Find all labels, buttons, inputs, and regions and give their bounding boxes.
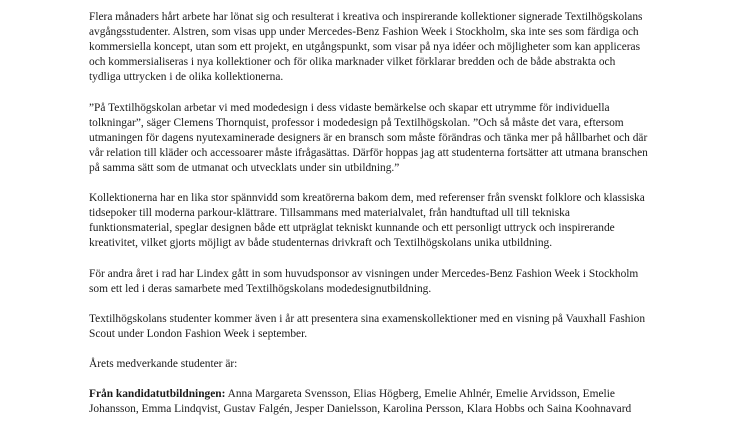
paragraph-london: Textilhögskolans studenter kommer även i år att presentera sina examenskollektioner med en visning på Vauxhall Fashion Scout under London Fashion Week i september. bbox=[89, 312, 646, 340]
paragraph-collections: Kollektionerna har en lika stor spännvidd som kreatörerna bakom dem, med referenser från svenskt folklore och klassiska tidsepoker till moderna parkour-klättrare. Tillsammans med materialvalet, från handtuftad ull till tekniska funktionsmaterial, speglar designen både ett utpräglat tekniskt kunnande och ett personligt uttryck och inspirerande kreativitet, vilket gjorts möjligt av både studenternas drivkraft och Textilhögskolans unika utbildning. bbox=[89, 192, 645, 250]
students-names: Anna Margareta Svensson, Elias Högberg, Emelie Ahlnér, Emelie Arvidsson, Emelie Johansson, Emma Lindqvist, Gustav Falgén, Jesper Danielsson, Karolina Persson, Klara Hobbs och Saina Koohnavard bbox=[89, 388, 632, 416]
paragraph-students-intro: Årets medverkande studenter är: bbox=[89, 358, 238, 371]
students-label: Från kandidatutbildningen: bbox=[89, 388, 226, 401]
paragraph-intro: Flera månaders hårt arbete har lönat sig och resulterat i kreativa och inspirerande kollektioner signerade Textilhögskolans avgångsstudenter. Alstren, som visas upp under Mercedes-Benz Fashion Week i Stockholm, ska inte ses som färdiga och kommersiella koncept, utan som ett projekt, en utgångspunkt, som visar på nya idéer och möjligheter som kan appliceras och kommersialiseras i nya kollektioner och för olika marknader vilket förklarar bredden och de både abstrakta och tydliga uttrycken i de olika kollektionerna. bbox=[89, 11, 643, 84]
paragraph-quote: ”På Textilhögskolan arbetar vi med modedesign i dess vidaste bemärkelse och skapar ett utrymme för individuella tolkningar”, säger Clemens Thornquist, professor i modedesign på Textilhögskolan. ”Och så måste det vara, eftersom utmaningen för dagens nyutexaminerade designers är en bransch som måste förändras och tänka mer på hållbarhet och där vår relation till kläder och accessoarer måste ifrågasättas. Därför hoppas jag att studenterna fortsätter att utmana branschen på samma sätt som de utmanat och utvecklats under sin utbildning.” bbox=[89, 101, 648, 174]
paragraph-sponsor: För andra året i rad har Lindex gått in som huvudsponsor av visningen under Mercedes-Benz Fashion Week i Stockholm som ett led i deras samarbete med Textilhögskolans modedesignutbildning. bbox=[89, 267, 639, 295]
press-release-body bbox=[89, 10, 649, 433]
paragraph-students-list bbox=[89, 387, 649, 417]
